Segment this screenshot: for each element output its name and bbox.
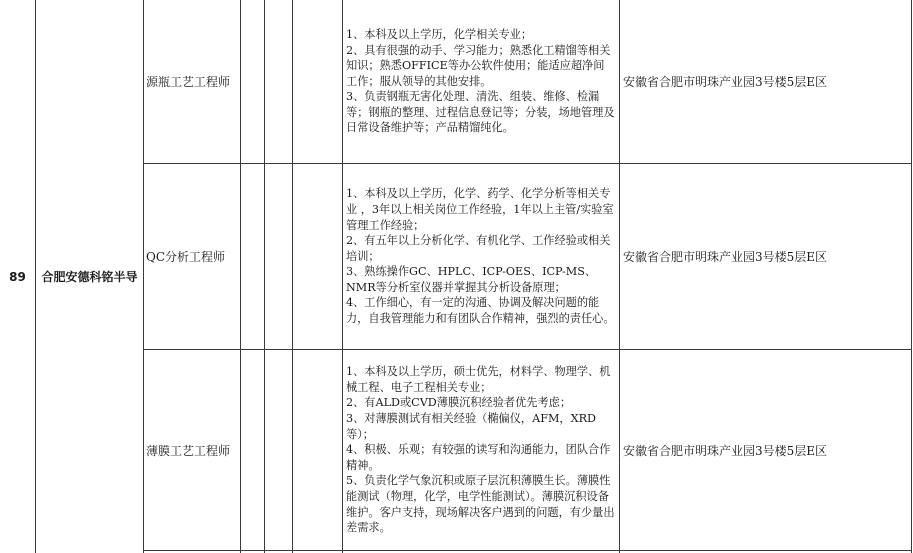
requirement-item: 2、有ALD或CVD薄膜沉积经验者优先考虑； — [346, 396, 572, 410]
col-line — [911, 0, 912, 553]
requirements-cell — [343, 0, 619, 163]
work-address: 安徽省合肥市明珠产业园3号楼5层E区 — [623, 75, 828, 89]
requirement-item: 1、本科及以上学历，化学相关专业； — [346, 27, 533, 41]
requirement-item: 3、对薄膜测试有相关经验（椭偏仪，AFM，XRD等）； — [346, 412, 596, 441]
requirements-list — [346, 364, 615, 536]
position-title: 源瓶工艺工程师 — [146, 75, 231, 89]
requirements-cell — [343, 164, 619, 349]
col-line — [292, 0, 293, 553]
requirements-cell — [343, 350, 619, 550]
requirement-item: 2、有五年以上分析化学、有机化学、工作经验或相关培训； — [346, 234, 611, 263]
col-line — [240, 0, 241, 553]
requirement-item: 4、积极、乐观；有较强的读写和沟通能力，团队合作精神。 — [346, 443, 611, 472]
requirement-item: 2、具有很强的动手、学习能力；熟悉化工精馏等相关知识；熟悉OFFICE等办公软件使用；能适应超净间工作；服从领导的其他安排。 — [346, 43, 611, 88]
position-title: 薄膜工艺工程师 — [146, 443, 231, 458]
work-address: 安徽省合肥市明珠产业园3号楼5层E区 — [623, 250, 828, 264]
requirement-item: 5、负责化学气象沉积或原子层沉积薄膜生长。薄膜性能测试（物理，化学，电学性能测试）。薄膜沉积设备维护。客户支持，现场解决客户遇到的问题，有少量出差需求。 — [346, 474, 615, 535]
position-title: QC分析工程师 — [146, 250, 226, 264]
company-name: 合肥安德科铭半导 — [41, 270, 138, 284]
row-line — [143, 550, 912, 551]
requirement-item: 1、本科及以上学历，化学、药学、化学分析等相关专业 ，3年以上相关岗位工作经验，1年以上主管/实验室管理工作经验； — [346, 187, 614, 232]
requirement-item: 3、负责钢瓶无害化处理、清洗、组装、维修、检漏等；钢瓶的整理、过程信息登记等；分装，场地管理及日常设备维护等；产品精馏纯化。 — [346, 90, 615, 135]
requirements-list — [346, 27, 615, 136]
col-line — [264, 0, 265, 553]
requirement-item: 4、工作细心，有一定的沟通、协调及解决问题的能力，自我管理能力和有团队合作精神，强烈的责任心。 — [346, 296, 615, 326]
sequence-number: 89 — [9, 269, 26, 284]
requirements-list — [346, 186, 615, 326]
requirement-item: 3、熟练操作GC、HPLC、ICP-OES、ICP-MS、NMR等分析室仪器并掌握其分析设备原理； — [346, 265, 597, 294]
requirement-item: 1、本科及以上学历，硕士优先，材料学、物理学、机械工程、电子工程相关专业； — [346, 365, 611, 394]
work-address: 安徽省合肥市明珠产业园3号楼5层E区 — [623, 443, 828, 458]
